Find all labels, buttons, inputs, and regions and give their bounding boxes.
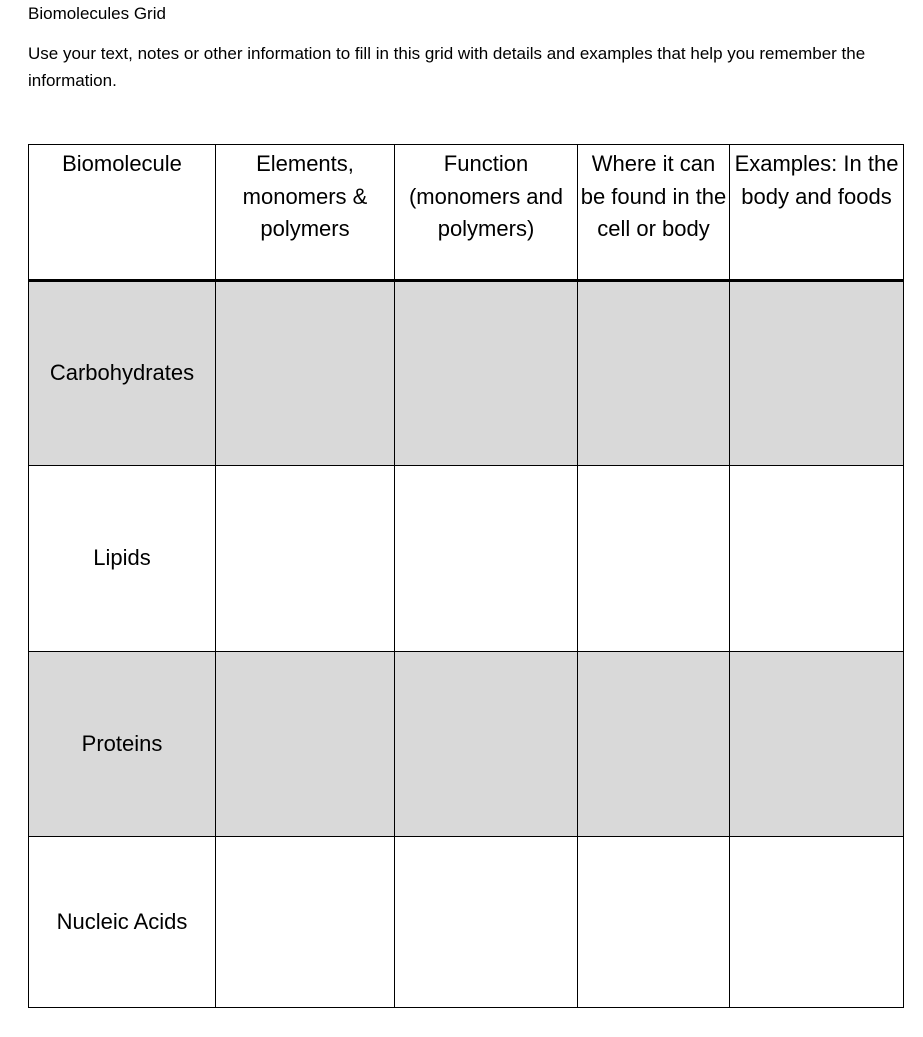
cell-carbohydrates-function[interactable] bbox=[395, 281, 578, 466]
row-carbohydrates bbox=[29, 281, 904, 466]
row-label-proteins: Proteins bbox=[29, 652, 216, 837]
cell-nucleic-acids-function[interactable] bbox=[395, 837, 578, 1008]
cell-proteins-examples[interactable] bbox=[730, 652, 904, 837]
header-location: Where it can be found in the cell or body bbox=[578, 145, 730, 281]
row-label-carbohydrates: Carbohydrates bbox=[29, 281, 216, 466]
row-label-lipids: Lipids bbox=[29, 466, 216, 652]
cell-proteins-elements[interactable] bbox=[216, 652, 395, 837]
header-examples: Examples: In the body and foods bbox=[730, 145, 904, 281]
header-elements: Elements, monomers & polymers bbox=[216, 145, 395, 281]
header-function: Function (monomers and polymers) bbox=[395, 145, 578, 281]
cell-carbohydrates-location[interactable] bbox=[578, 281, 730, 466]
row-nucleic-acids bbox=[29, 837, 904, 1008]
cell-lipids-examples[interactable] bbox=[730, 466, 904, 652]
row-proteins bbox=[29, 652, 904, 837]
cell-nucleic-acids-examples[interactable] bbox=[730, 837, 904, 1008]
row-label-nucleic-acids: Nucleic Acids bbox=[29, 837, 216, 1008]
cell-nucleic-acids-elements[interactable] bbox=[216, 837, 395, 1008]
header-biomolecule: Biomolecule bbox=[29, 145, 216, 281]
header-row bbox=[29, 145, 904, 281]
cell-lipids-function[interactable] bbox=[395, 466, 578, 652]
cell-carbohydrates-elements[interactable] bbox=[216, 281, 395, 466]
instructions-text: Use your text, notes or other information to fill in this grid with details and examples that help you remember the information. bbox=[28, 44, 866, 90]
biomolecules-grid bbox=[28, 144, 904, 1008]
cell-lipids-location[interactable] bbox=[578, 466, 730, 652]
cell-proteins-location[interactable] bbox=[578, 652, 730, 837]
row-lipids bbox=[29, 466, 904, 652]
cell-lipids-elements[interactable] bbox=[216, 466, 395, 652]
document-title: Biomolecules Grid bbox=[28, 4, 166, 23]
cell-proteins-function[interactable] bbox=[395, 652, 578, 837]
cell-carbohydrates-examples[interactable] bbox=[730, 281, 904, 466]
cell-nucleic-acids-location[interactable] bbox=[578, 837, 730, 1008]
